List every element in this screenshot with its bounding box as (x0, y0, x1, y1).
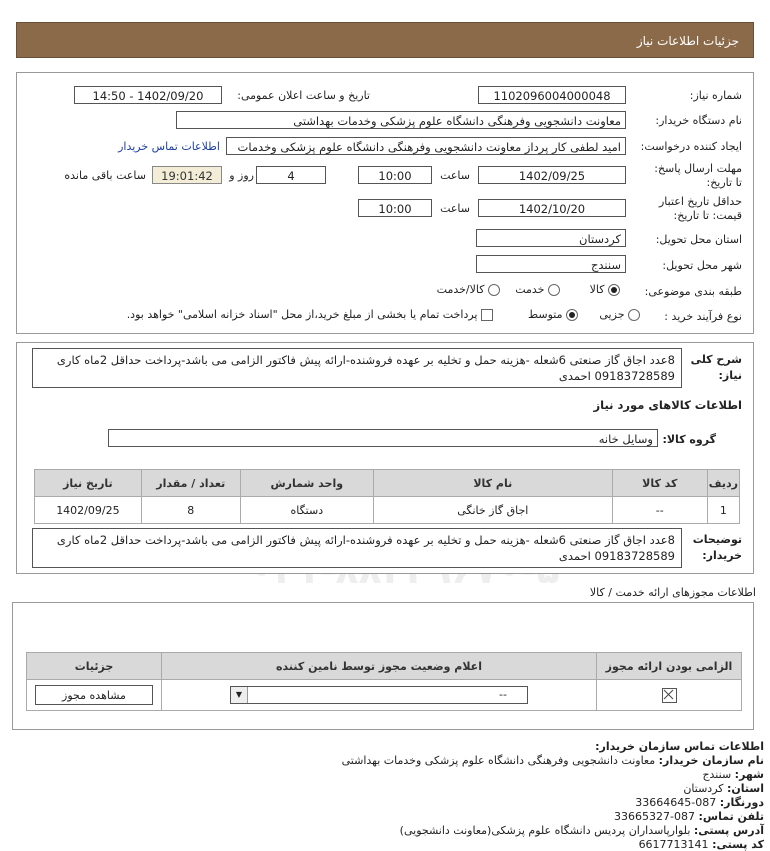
process-option-minor[interactable]: جزیی (599, 308, 640, 321)
cell-row: 1 (707, 497, 739, 524)
cell-code: -- (612, 497, 707, 524)
col-qty: تعداد / مقدار (141, 470, 240, 497)
table-row (35, 497, 740, 524)
announce-field: 1402/09/20 - 14:50 (74, 86, 222, 104)
category-radio-goods[interactable] (608, 284, 620, 296)
required-x-icon (662, 688, 677, 703)
process-radio-minor[interactable] (628, 309, 640, 321)
category-radio-both[interactable] (488, 284, 500, 296)
treasury-checkbox[interactable] (481, 309, 493, 321)
cell-details (27, 680, 162, 711)
validity-label: حداقل تاریخ اعتبار قیمت: تا تاریخ: (658, 195, 742, 222)
category-option-goods[interactable]: کالا (590, 283, 620, 296)
category-option-service[interactable]: خدمت (515, 283, 560, 296)
permit-status-select[interactable]: -- ▼ (230, 686, 528, 704)
deadline-label: مهلت ارسال پاسخ: تا تاریخ: (654, 162, 742, 189)
remaining-label: ساعت باقی مانده (64, 169, 146, 182)
col-code: کد کالا (612, 470, 707, 497)
contact-phone: تلفن تماس: 087-33665327 (614, 810, 764, 823)
announce-label: تاریخ و ساعت اعلان عمومی: (237, 89, 370, 102)
cell-required (597, 680, 742, 711)
validity-time-label: ساعت (440, 202, 470, 215)
cell-status (162, 680, 597, 711)
contact-org: نام سازمان خریدار: معاونت دانشجویی وفرهنگی دانشگاه علوم پزشکی وخدمات بهداشتی (341, 754, 764, 767)
col-name: نام کالا (373, 470, 612, 497)
cell-qty: 8 (141, 497, 240, 524)
goods-title: اطلاعات کالاهای مورد نیاز (593, 398, 742, 412)
category-radio-service[interactable] (548, 284, 560, 296)
contact-address: آدرس پستی: بلوارپاسداران پردیس دانشگاه علوم پزشکی(معاونت دانشجویی) (399, 824, 764, 837)
deadline-date-field: 1402/09/25 (478, 166, 626, 184)
validity-time-field: 10:00 (358, 199, 432, 217)
buyer-desc-label: توضیحات خریدار: (692, 533, 742, 562)
deadline-time-field: 10:00 (358, 166, 432, 184)
category-label: طبقه بندی موضوعی: (644, 285, 742, 298)
contact-title: اطلاعات تماس سازمان خریدار: (595, 740, 764, 753)
goods-group-label: گروه کالا: (662, 433, 716, 446)
days-field: 4 (256, 166, 326, 184)
page-header (16, 22, 754, 58)
cell-name: اجاق گاز خانگی (373, 497, 612, 524)
col-details: جزئیات (27, 653, 162, 680)
creator-field: امید لطفی کار پرداز معاونت دانشجویی وفرهنگی دانشگاه علوم پزشکی وخدمات (226, 137, 626, 155)
province-label: استان محل تحویل: (655, 233, 742, 246)
cell-unit: دستگاه (240, 497, 373, 524)
buyer-label: نام دستگاه خریدار: (655, 114, 742, 127)
process-radio-medium[interactable] (566, 309, 578, 321)
city-label: شهر محل تحویل: (662, 259, 742, 272)
contact-postal: کد پستی: 6617713141 (638, 838, 764, 851)
days-label: روز و (229, 169, 254, 182)
col-unit: واحد شمارش (240, 470, 373, 497)
treasury-payment-option[interactable]: پرداخت تمام یا بخشی از مبلغ خرید،از محل "اسناد خزانه اسلامی" خواهد بود. (127, 308, 493, 321)
buyer-desc-text: 8عدد اجاق گاز صنعتی 6شعله -هزینه حمل و تخلیه بر عهده فروشنده-ارائه پیش فاکتور الزامی می باشد-پرداخت حداقل 2ماه کاری 09183728589 احمدی (32, 528, 682, 568)
col-row: ردیف (707, 470, 739, 497)
permits-title: اطلاعات مجوزهای ارائه خدمت / کالا (589, 586, 756, 599)
summary-text: 8عدد اجاق گاز صنعتی 6شعله -هزینه حمل و تخلیه بر عهده فروشنده-ارائه پیش فاکتور الزامی می باشد-پرداخت حداقل 2ماه کاری 09183728589 احمدی (32, 348, 682, 388)
city-field: سنندج (476, 255, 626, 273)
process-label: نوع فرآیند خرید : (664, 310, 742, 323)
buyer-field: معاونت دانشجویی وفرهنگی دانشگاه علوم پزشکی وخدمات بهداشتی (176, 111, 626, 129)
creator-label: ایجاد کننده درخواست: (640, 140, 742, 153)
contact-fax: دورنگار: 087-33664645 (635, 796, 764, 809)
permits-table (26, 652, 742, 711)
validity-date-field: 1402/10/20 (478, 199, 626, 217)
cell-date: 1402/09/25 (35, 497, 142, 524)
contact-province: استان: کردستان (683, 782, 764, 795)
goods-group-field: وسایل خانه (108, 429, 658, 447)
summary-label: شرح کلی نیاز: (690, 353, 742, 382)
process-option-medium[interactable]: متوسط (528, 308, 578, 321)
need-number-label: شماره نیاز: (689, 89, 742, 102)
buyer-contact-link[interactable]: اطلاعات تماس خریدار (118, 140, 220, 153)
view-permit-button[interactable]: مشاهده مجوز (35, 685, 153, 705)
col-date: تاریخ نیاز (35, 470, 142, 497)
chevron-down-icon[interactable]: ▼ (231, 687, 248, 703)
contact-city: شهر: سنندج (702, 768, 764, 781)
table-row (27, 680, 742, 711)
need-number-field: 1102096004000048 (478, 86, 626, 104)
remaining-time-field: 19:01:42 (152, 166, 222, 184)
page-title: جزئیات اطلاعات نیاز (636, 34, 739, 48)
deadline-time-label: ساعت (440, 169, 470, 182)
col-status: اعلام وضعیت مجوز توسط نامین کننده (162, 653, 597, 680)
goods-table (34, 469, 740, 524)
province-field: کردستان (476, 229, 626, 247)
category-option-both[interactable]: کالا/خدمت (437, 283, 500, 296)
col-required: الزامی بودن ارائه مجوز (597, 653, 742, 680)
